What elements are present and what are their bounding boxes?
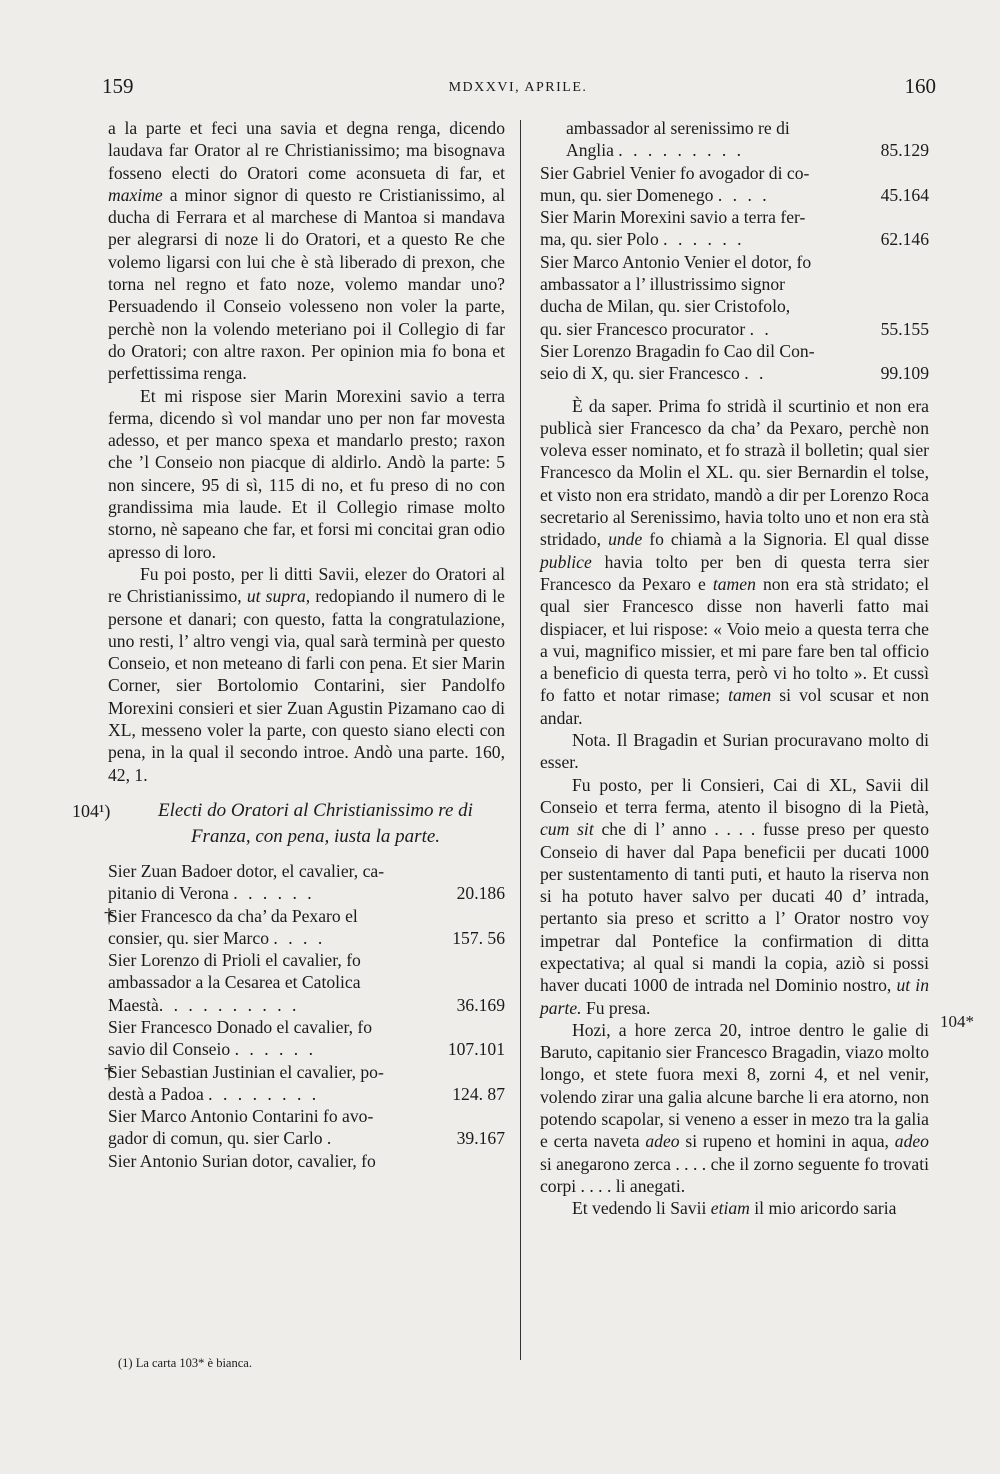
footnote: (1) La carta 103* è bianca. bbox=[118, 1356, 252, 1370]
running-head: MDXXVI, APRILE. bbox=[448, 80, 588, 95]
election-entry: Sier Marco Antonio Venier el dotor, fo ambassator a l’ illustrissimo signor ducha de Milan, qu. sier Cristofolo, qu. sier Francesco procurator . . 55.155 bbox=[540, 251, 929, 339]
margin-reference: 104¹) bbox=[72, 800, 111, 821]
left-paragraph-2: Et mi rispose sier Marin Morexini savio a terra ferma, dicendo sì vol mandar uno per non far movesta adesso, et per manco spexa et mandarlo presto; raxon che ’l Conseio non piacque di aldirlo. Andò la parte: 5 non sincere, 95 di sì, 115 di no, et fu preso di no con grandissima mia laude. Et il Collegio rimase molto storno, nè sapeano che far, et forsi mi concitai gran odio apresso di loro. bbox=[108, 385, 505, 562]
election-entry: Sier Gabriel Venier fo avogador di co- mun, qu. sier Domenego . . . . 45.164 bbox=[540, 162, 929, 205]
election-entry: Sier Lorenzo di Prioli el cavalier, fo ambassador a la Cesarea et Catolica Maestà. . . . . . . . . . 36.169 bbox=[108, 950, 505, 1015]
right-column bbox=[540, 117, 929, 1220]
page-number-left: 159 bbox=[102, 74, 134, 98]
election-entry: Sier Lorenzo Bragadin fo Cao dil Con- seio di X, qu. sier Francesco . . 99.109 bbox=[540, 340, 929, 384]
election-entry: † Sier Sebastian Justinian el cavalier, po- destà a Padoa . . . . . . . . 124. 87 bbox=[108, 1061, 505, 1106]
election-entry: Sier Francesco Donado el cavalier, fo savio dil Conseio . . . . . . 107.101 bbox=[108, 1016, 505, 1060]
right-paragraph-3: Fu posto, per li Consieri, Cai di XL, Savii dil Conseio et terra ferma, atento il bisogno di la Pietà, cum sit che di l’ anno . . . . fusse preso per questo Conseio di haver dal Papa beneficii per ducati 1000 per sustentamento di tanti puti, et hauto la riserva non si ha potuto haver salvo per ducati 40 d’ intrada, pertanto sia preso et scritto a l’ Orator nostro voy impetrar dal Pontefice la confirmation di ditta expectativa; al qual si mandi la copia, aziò si possi haver ducati 1000 de intrada nel Dominio nostro, ut in parte. Fu presa. bbox=[540, 774, 929, 1018]
election-entry: Sier Antonio Surian dotor, cavalier, fo bbox=[108, 1150, 376, 1171]
right-paragraph-5: Et vedendo li Savii etiam il mio aricordo saria bbox=[572, 1198, 897, 1219]
left-paragraph-3: Fu poi posto, per li ditti Savii, elezer do Oratori al re Christianissimo, ut supra, redopiando il numero di le persone et danari; con questo, fatta la congratulazione, uno resti, l’ altro vengi via, qual sarà terminà per questo Conseio, et non meteano di farli con pena. Et sier Marin Corner, sier Bortolomio Contarini, sier Pandolfo Morexini consieri et sier Zuan Agustin Pizamano cao di XL, messeno voler la parte, con questo siano electi con pena, in la qual il secondo introe. Andò una parte. 160, 42, 1. bbox=[108, 563, 505, 785]
election-entry: Sier Marco Antonio Contarini fo avo- gador di comun, qu. sier Carlo . 39.167 bbox=[108, 1106, 505, 1149]
left-paragraph-1: a la parte et feci una savia et degna renga, dicendo laudava far Orator al re Christianissimo; ma bisognava fosseno electi do Oratori come aconsueta di far, et maxime a minor signor di questo re Cristianissimo, al ducha di Ferrara et al marchese di Mantoa si mandava per alegrarsi di noze li do Oratori, et a questo Re che volemo ligarsi con lui che è stà liberado di prexon, che torna nel regno et fato noze, volemo mandar uno? Persuadendo il Conseio volesseno non voler la parte, perchè non la volendo meteriano poi il Collegio di far do Oratori; con altre raxon. Per opinion mia fo bona et perfettissima renga. bbox=[108, 118, 506, 384]
right-paragraph-1: È da saper. Prima fo stridà il scurtinio et non era publicà sier Francesco da cha’ da Pexaro, perchè non voleva esser nominato, et fo strazà il bolletin; qual sier Francesco da Molin el XL. qu. sier Bernardin el tolse, et visto non era stridato, mandò a dir per Lorenzo Roca secretario al Serenissimo, havia tolto uno et non era stà stridado, unde fo chiamà a la Signoria. El qual disse publice havia tolto per ben di questa terra sier Francesco da Pexaro e tamen non era stà stridato; el qual sier Francesco disse non haverli fatto mai dispiacer, et lui rispose: « Voio meio a questa terra che a vui, magnifico missier, et mi pare fare ben tal officio a beneficio di questa terra, però vi ho tolto ». Et cussì fo fatto et notar rimase; tamen si vol scusar et non andar. bbox=[540, 395, 930, 728]
right-paragraph-4: Hozi, a hore zerca 20, introe dentro le galie di Baruto, capitanio sier Francesco Bragadin, viazo molto longo, et stete fuora mexi 8, zorni 4, et nel venir, volendo zirar una galia alcune barche li era atorno, non potendo scapolar, si veneno a esser in mezo tra la galia e certa naveta adeo si rupeno et homini in aqua, adeo si anegarono zerca . . . . che il zorno seguente fo trovati corpi . . . . li anegati. bbox=[540, 1019, 929, 1196]
vote-count: 55.155 bbox=[880, 318, 929, 339]
vote-count: 99.109 bbox=[880, 363, 929, 384]
right-paragraph-2: Nota. Il Bragadin et Surian procuravano molto di esser. bbox=[540, 730, 929, 773]
page-header bbox=[100, 74, 936, 108]
vote-count: 45.164 bbox=[880, 184, 929, 205]
election-entry: Sier Marin Morexini savio a terra fer- ma, qu. sier Polo . . . . . . 62.146 bbox=[540, 207, 929, 250]
vote-count: 39.167 bbox=[456, 1128, 505, 1149]
heading-line-1: Electi do Oratori al Christianissimo re di bbox=[158, 799, 473, 821]
vote-count: 36.169 bbox=[456, 994, 505, 1015]
column-divider bbox=[520, 120, 521, 1360]
margin-reference-right: 104* bbox=[940, 1012, 974, 1031]
page-number-right: 160 bbox=[904, 74, 936, 98]
left-column bbox=[72, 117, 506, 1172]
vote-count: 107.101 bbox=[447, 1039, 505, 1060]
vote-count: 20.186 bbox=[456, 883, 505, 904]
election-entry: Sier Zuan Badoer dotor, el cavalier, ca- pitanio di Verona . . . . . . 20.186 bbox=[108, 860, 505, 904]
vote-count: 62.146 bbox=[880, 229, 929, 250]
vote-count: 124. 87 bbox=[452, 1083, 505, 1104]
election-entry: ambassador al serenissimo re di Anglia . . . . . . . . . 85.129 bbox=[566, 118, 929, 161]
election-entry: † Sier Francesco da cha’ da Pexaro el consier, qu. sier Marco . . . . 157. 56 bbox=[108, 905, 505, 950]
vote-count: 85.129 bbox=[880, 140, 929, 161]
heading-line-2: Franza, con pena, iusta la parte. bbox=[190, 825, 441, 847]
section-heading bbox=[72, 798, 505, 850]
vote-count: 157. 56 bbox=[452, 927, 505, 948]
